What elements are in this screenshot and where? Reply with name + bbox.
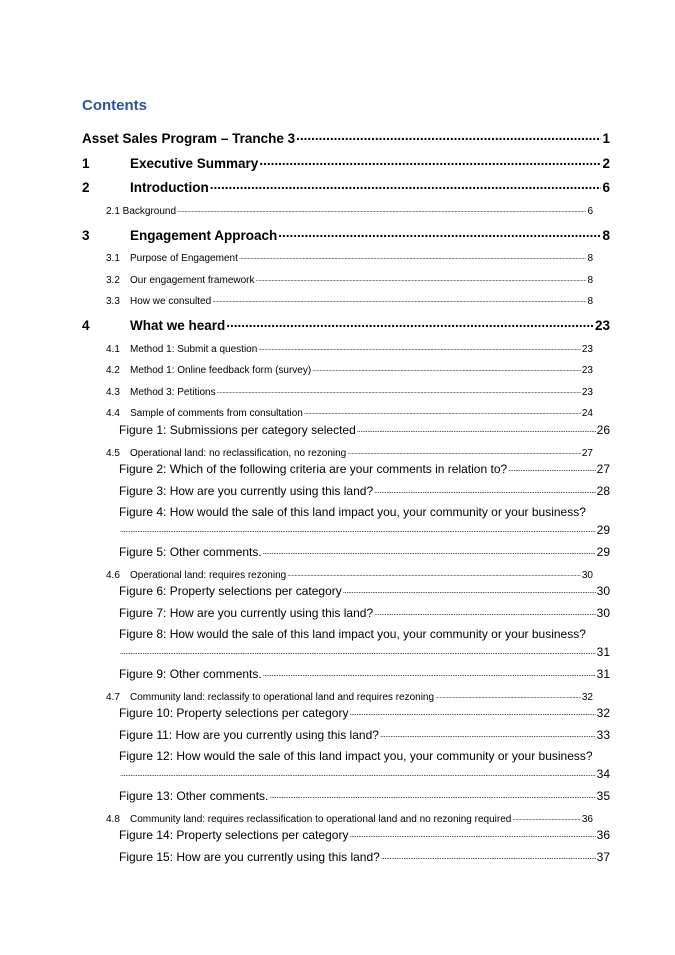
dot-leader — [212, 294, 586, 304]
toc-entry-title: Purpose of Engagement — [130, 253, 238, 264]
toc-entry-number: 4.7 — [106, 692, 120, 703]
toc-entry[interactable] — [119, 522, 610, 538]
toc-entry[interactable] — [119, 705, 610, 721]
toc-entry-page: 31 — [596, 667, 610, 681]
toc-entry[interactable] — [119, 461, 610, 477]
dot-leader — [435, 690, 581, 700]
toc-entry-number: 3.3 — [106, 296, 120, 307]
dot-leader — [349, 827, 595, 839]
toc-entry-number: 3 — [82, 227, 90, 243]
toc-entry-title: Community land: reclassify to operational land and requires rezoning — [130, 692, 435, 703]
toc-entry-title: How we consulted — [130, 296, 212, 307]
toc-entry[interactable] — [82, 316, 610, 334]
toc-entry-page: 36 — [596, 828, 610, 842]
toc-entry[interactable] — [119, 644, 610, 660]
toc-entry-title: Figure 2: Which of the following criteria are your comments in relation to? — [119, 462, 508, 476]
toc-entry-page: 29 — [596, 523, 610, 537]
toc-entry-page: 6 — [587, 206, 593, 217]
toc-entry-title: Figure 6: Property selections per category — [119, 584, 342, 598]
dot-leader — [508, 461, 595, 473]
dot-leader — [259, 154, 601, 168]
toc-entry-number: 4.4 — [106, 408, 120, 419]
toc-entry-title: Method 1: Submit a question — [130, 344, 258, 355]
toc-entry-number: 4.8 — [106, 814, 120, 825]
toc-entry[interactable] — [119, 849, 610, 865]
toc-entry[interactable] — [119, 666, 610, 682]
toc-entry-page: 24 — [581, 408, 593, 419]
dot-leader — [512, 812, 581, 822]
toc-entry-title: Figure 3: How are you currently using this land? — [119, 484, 374, 498]
toc-entry-title: 2.1 Background — [106, 206, 177, 217]
toc-entry[interactable] — [119, 422, 610, 438]
toc-entry-title: Figure 9: Other comments. — [119, 667, 262, 681]
toc-entry-title: Figure 10: Property selections per category — [119, 706, 349, 720]
toc-entry[interactable] — [106, 690, 593, 704]
toc-entry[interactable] — [106, 204, 593, 218]
toc-entry-number: 4.1 — [106, 344, 120, 355]
toc-entry-page: 36 — [581, 814, 593, 825]
toc-entry-page: 23 — [581, 387, 593, 398]
toc-entry[interactable] — [119, 483, 610, 499]
toc-entry[interactable] — [106, 294, 593, 308]
dot-leader — [239, 251, 587, 261]
toc-entry[interactable] — [119, 583, 610, 599]
toc-entry-title: Our engagement framework — [130, 275, 255, 286]
toc-entry-title: Executive Summary — [130, 155, 259, 171]
toc-entry-title: Operational land: requires rezoning — [130, 570, 287, 581]
dot-leader — [263, 666, 596, 678]
toc-entry-page: 23 — [581, 365, 593, 376]
toc-entry[interactable] — [106, 273, 593, 287]
toc-entry-page: 31 — [596, 645, 610, 659]
toc-entry-page: 32 — [596, 706, 610, 720]
toc-entry-page: 29 — [596, 545, 610, 559]
toc-entry-page: 30 — [596, 584, 610, 598]
toc-entry[interactable] — [82, 178, 610, 196]
toc-entry[interactable] — [106, 342, 593, 356]
toc-entry-page: 23 — [594, 317, 610, 333]
dot-leader — [349, 705, 595, 717]
toc-entry-page: 34 — [596, 767, 610, 781]
toc-entry-title[interactable]: Figure 8: How would the sale of this land impact you, your community or your business? — [119, 627, 586, 641]
toc-entry-title: Method 3: Petitions — [130, 387, 216, 398]
toc-entry[interactable] — [106, 568, 593, 582]
dot-leader — [374, 605, 596, 617]
toc-entry[interactable] — [106, 363, 593, 377]
dot-leader — [287, 568, 581, 578]
toc-entry-title: Engagement Approach — [130, 227, 278, 243]
toc-entry-title: Introduction — [130, 179, 209, 195]
dot-leader — [256, 273, 587, 283]
toc-entry-title: Figure 14: Property selections per category — [119, 828, 349, 842]
toc-entry-title: Method 1: Online feedback form (survey) — [130, 365, 312, 376]
toc-entry[interactable] — [106, 251, 593, 265]
toc-entry-title: Figure 13: Other comments. — [119, 789, 269, 803]
toc-entry-title: Figure 15: How are you currently using this land? — [119, 850, 380, 864]
toc-entry-title: What we heard — [130, 317, 226, 333]
toc-entry-number: 4.6 — [106, 570, 120, 581]
dot-leader — [226, 316, 594, 330]
toc-entry-title[interactable]: Figure 12: How would the sale of this land impact you, your community or your business? — [119, 749, 593, 763]
contents-heading: Contents — [82, 97, 147, 114]
dot-leader — [217, 385, 581, 395]
dot-leader — [343, 583, 596, 595]
dot-leader — [381, 849, 596, 861]
dot-leader — [263, 544, 596, 556]
toc-entry-number: 4.3 — [106, 387, 120, 398]
toc-entry-page: 8 — [587, 275, 593, 286]
toc-entry[interactable] — [119, 605, 610, 621]
toc-entry-page: 33 — [596, 728, 610, 742]
toc-entry-title: Figure 7: How are you currently using this land? — [119, 606, 374, 620]
toc-entry-page: 30 — [596, 606, 610, 620]
toc-entry-page: 32 — [581, 692, 593, 703]
dot-leader — [304, 406, 581, 416]
dot-leader — [278, 226, 601, 240]
toc-entry-title: Figure 5: Other comments. — [119, 545, 262, 559]
toc-entry-title: Community land: requires reclassification to operational land and no rezoning required — [130, 814, 512, 825]
toc-entry[interactable] — [119, 827, 610, 843]
toc-entry[interactable] — [106, 446, 593, 460]
toc-entry[interactable] — [119, 766, 610, 782]
toc-entry-page: 27 — [581, 448, 593, 459]
toc-entry-number: 4.5 — [106, 448, 120, 459]
toc-entry-number: 3.1 — [106, 253, 120, 264]
toc-entry[interactable] — [82, 154, 610, 172]
toc-entry-number: 4.2 — [106, 365, 120, 376]
toc-entry-number: 2 — [82, 179, 90, 195]
toc-entry-title: Asset Sales Program – Tranche 3 — [82, 130, 296, 146]
dot-leader — [347, 446, 581, 456]
toc-entry-page: 1 — [602, 130, 610, 146]
toc-entry-page: 30 — [581, 570, 593, 581]
toc-entry[interactable] — [106, 812, 593, 826]
dot-leader — [374, 483, 596, 495]
toc-entry[interactable] — [82, 226, 610, 244]
toc-entry[interactable] — [119, 788, 610, 804]
dot-leader — [177, 204, 586, 214]
dot-leader — [258, 342, 581, 352]
dot-leader — [269, 788, 595, 800]
dot-leader — [296, 129, 601, 143]
toc-entry-page: 37 — [596, 850, 610, 864]
toc-entry[interactable] — [106, 406, 593, 420]
toc-entry-page: 6 — [602, 179, 610, 195]
toc-entry-number: 4 — [82, 317, 90, 333]
toc-entry-page: 2 — [602, 155, 610, 171]
dot-leader — [120, 644, 596, 656]
toc-entry-page: 26 — [596, 423, 610, 437]
toc-entry-number: 1 — [82, 155, 90, 171]
toc-entry[interactable] — [82, 129, 610, 147]
toc-entry-title: Sample of comments from consultation — [130, 408, 303, 419]
dot-leader — [380, 727, 596, 739]
toc-entry-page: 35 — [596, 789, 610, 803]
toc-entry-page: 27 — [596, 462, 610, 476]
dot-leader — [357, 422, 596, 434]
dot-leader — [210, 178, 602, 192]
toc-entry-title[interactable]: Figure 4: How would the sale of this land impact you, your community or your business? — [119, 505, 586, 519]
dot-leader — [312, 363, 581, 373]
toc-entry-number: 3.2 — [106, 275, 120, 286]
dot-leader — [120, 522, 596, 534]
toc-entry-page: 8 — [587, 253, 593, 264]
toc-entry-page: 23 — [581, 344, 593, 355]
toc-entry[interactable] — [119, 727, 610, 743]
toc-entry[interactable] — [106, 385, 593, 399]
toc-entry[interactable] — [119, 544, 610, 560]
toc-entry-page: 8 — [587, 296, 593, 307]
toc-entry-page: 28 — [596, 484, 610, 498]
toc-entry-title: Figure 1: Submissions per category selected — [119, 423, 356, 437]
dot-leader — [120, 766, 596, 778]
toc-entry-page: 8 — [602, 227, 610, 243]
toc-entry-title: Figure 11: How are you currently using this land? — [119, 728, 379, 742]
toc-entry-title: Operational land: no reclassification, no rezoning — [130, 448, 347, 459]
